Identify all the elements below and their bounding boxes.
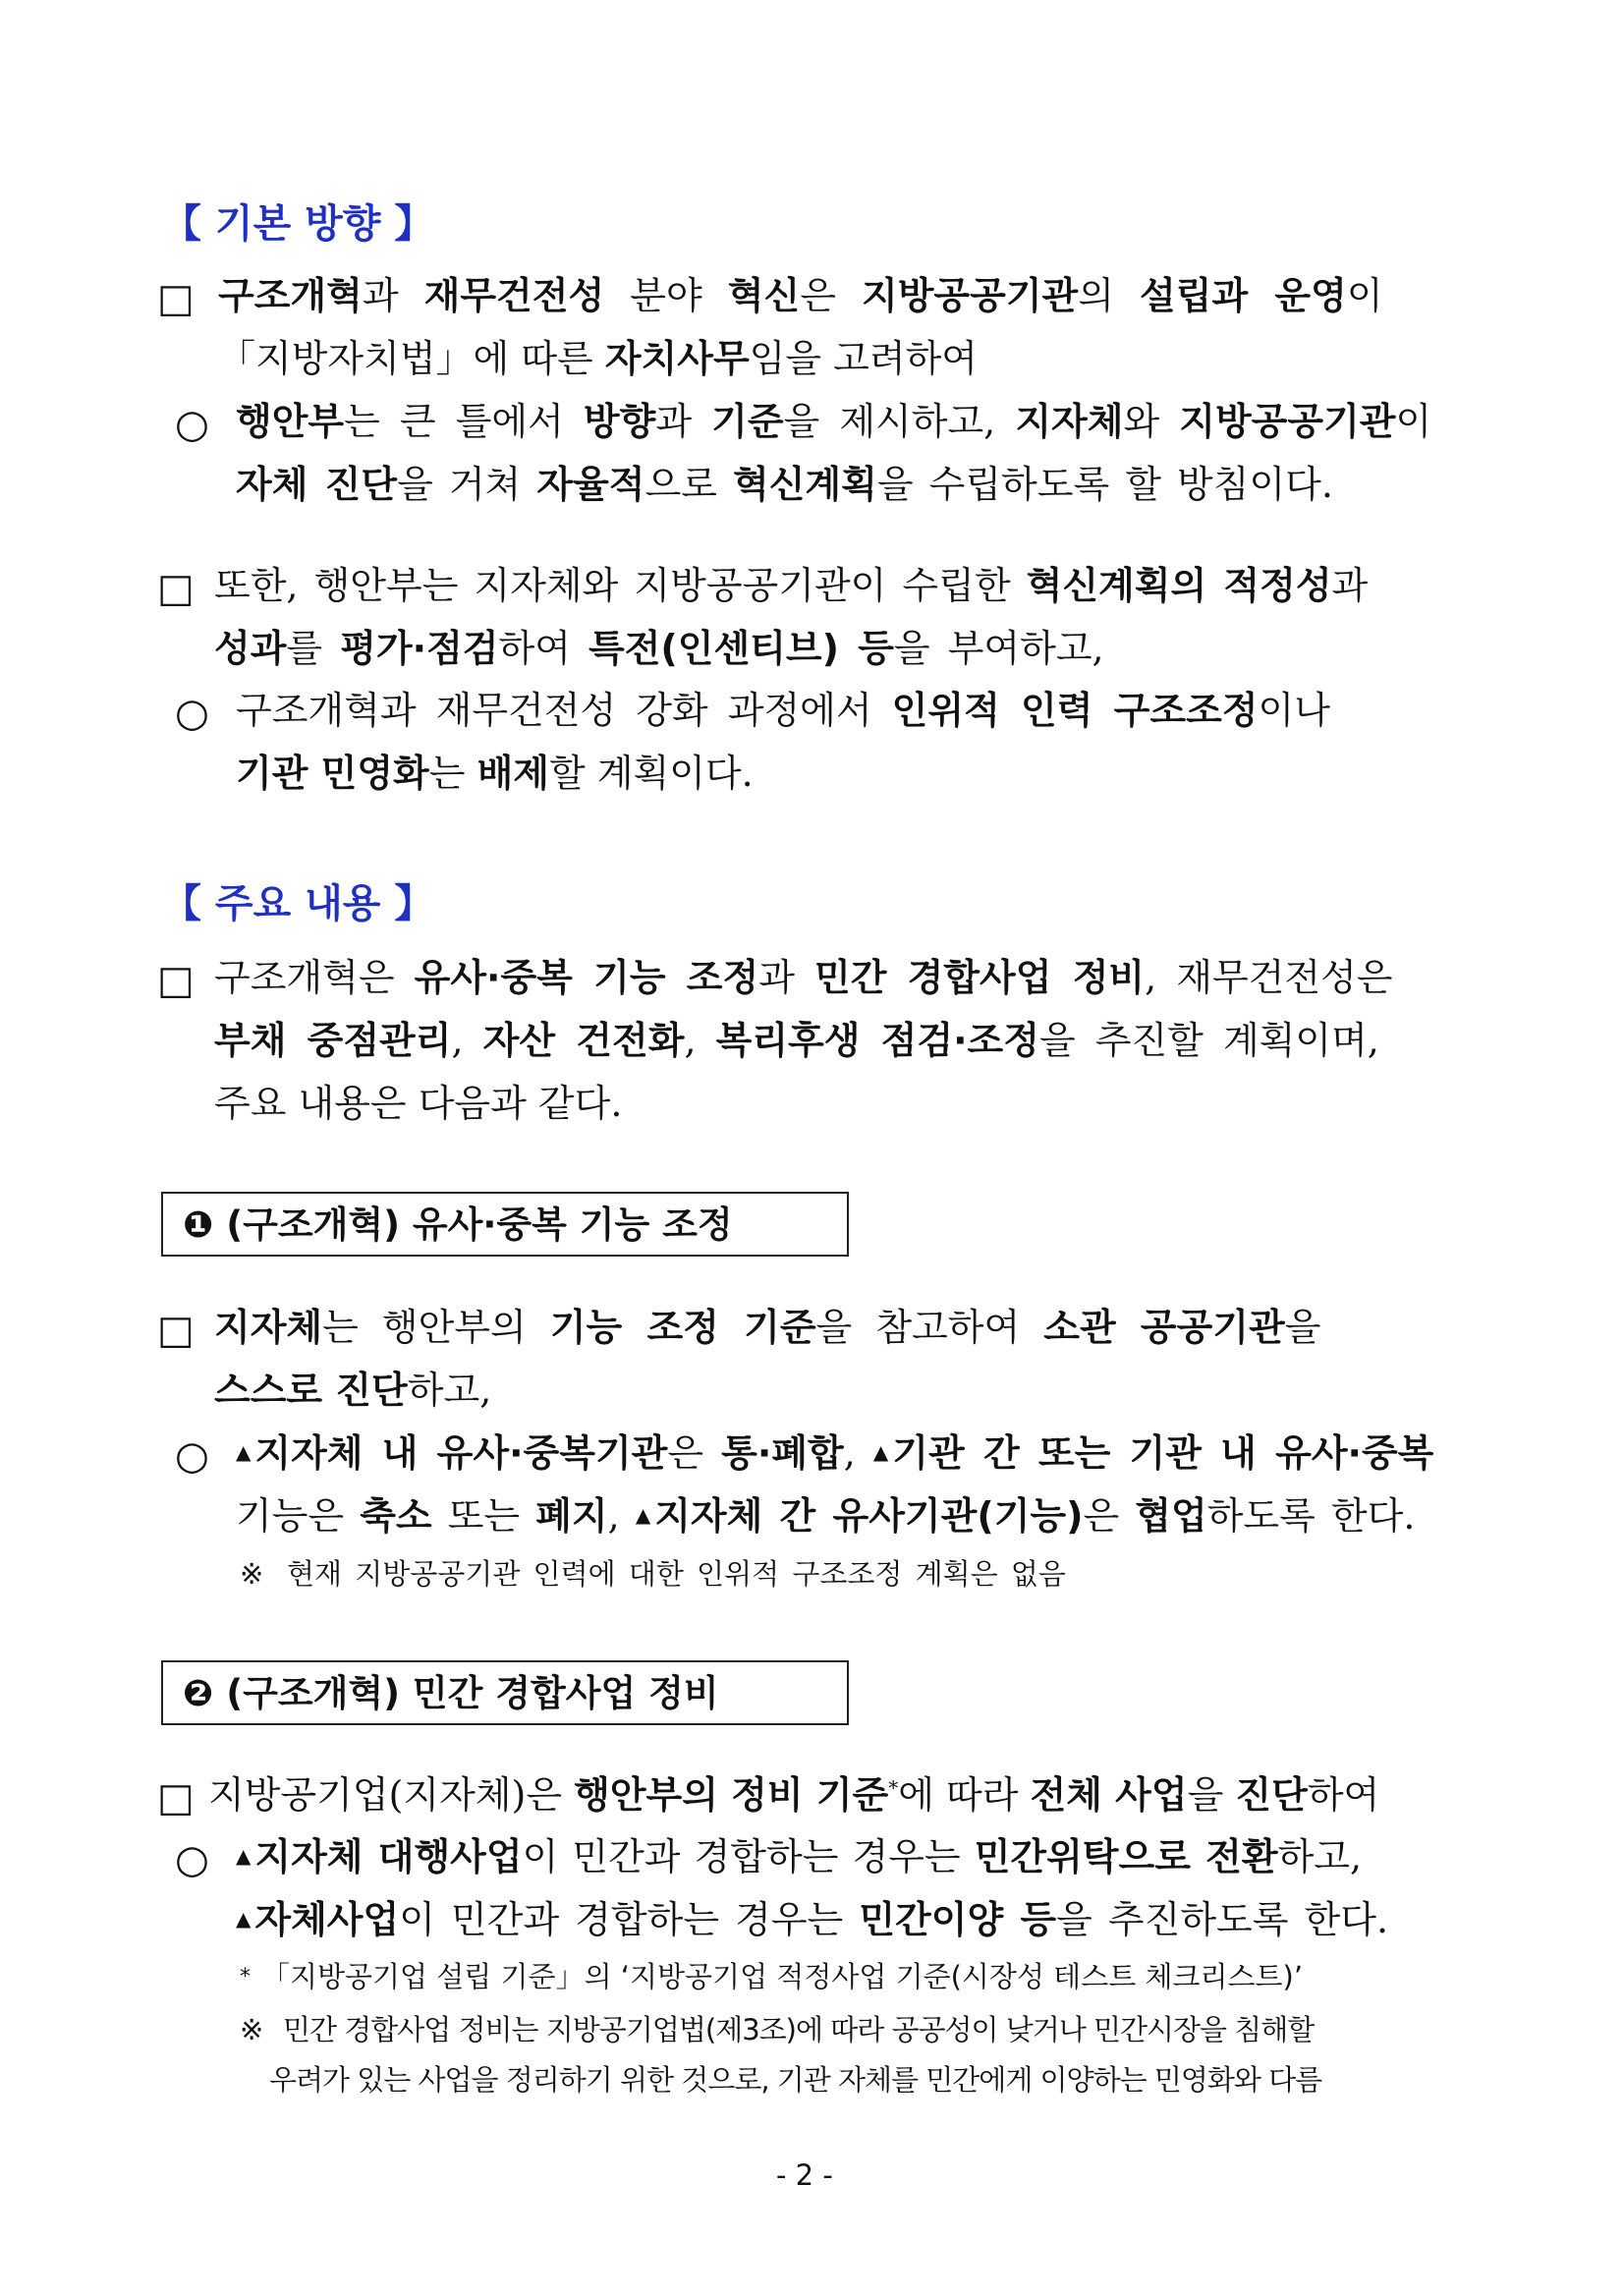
triangle-bullet-icon: ▲ xyxy=(635,1503,651,1527)
s2-sub-line-1: ▲ 지자체 대행사업이 민간과 경합하는 경우는 민간위탁으로 전환하고, xyxy=(236,1835,1363,1878)
circle-bullet: ○ xyxy=(175,1837,209,1882)
triangle-bullet-icon: ▲ xyxy=(236,1844,252,1868)
basic-sub-1-line-1: 행안부는 큰 틀에서 방향과 기준을 제시하고, 지자체와 지방공공기관이 xyxy=(236,400,1432,443)
s2-paragraph-line-1: 지방공기업(지자체)은 행안부의 정비 기준*에 따라 전체 사업을 진단하여 xyxy=(208,1773,1380,1817)
basic-sub-1-line-2: 자체 진단을 거쳐 자율적으로 혁신계획을 수립하도록 할 방침이다. xyxy=(236,463,1333,506)
subsection-box-1 xyxy=(161,1192,849,1257)
square-bullet: □ xyxy=(157,1775,195,1820)
subsection-box-2 xyxy=(161,1660,849,1725)
main-paragraph-line-3: 주요 내용은 다음과 같다. xyxy=(214,1082,623,1125)
circle-bullet: ○ xyxy=(175,402,209,447)
s2-note-line-1: 민간 경합사업 정비는 지방공기업법(제3조)에 따라 공공성이 낮거나 민간시장을 침해할 xyxy=(283,2013,1315,2046)
square-bullet: □ xyxy=(157,958,195,1003)
s2-note-reference-mark: ※ xyxy=(240,2013,264,2046)
s1-paragraph-line-1: 지자체는 행안부의 기능 조정 기준을 참고하여 소관 공공기관을 xyxy=(214,1306,1321,1349)
s1-note-reference-mark: ※ xyxy=(240,1557,264,1591)
basic-sub-2-line-1: 구조개혁과 재무건전성 강화 과정에서 인위적 인력 구조조정이나 xyxy=(236,689,1330,732)
s2-footnote: 「지방공기업 설립 기준」의 ‘지방공기업 적정사업 기준(시장성 테스트 체크리스트)’ xyxy=(261,1960,1304,1993)
triangle-bullet-icon: ▲ xyxy=(236,1440,252,1464)
s1-note: 현재 지방공공기관 인력에 대한 인위적 구조조정 계획은 없음 xyxy=(287,1557,1066,1591)
basic-paragraph-2-line-1: 또한, 행안부는 지자체와 지방공공기관이 수립한 혁신계획의 적정성과 xyxy=(214,564,1369,607)
section-heading-main-content: 【 주요 내용 】 xyxy=(162,881,434,926)
square-bullet: □ xyxy=(157,1308,195,1353)
main-paragraph-line-2: 부채 중점관리, 자산 건전화, 복리후생 점검·조정을 추진할 계획이며, xyxy=(214,1019,1379,1062)
subsection-box-1-label: ❶ (구조개혁) 유사·중복 기능 조정 xyxy=(183,1203,733,1246)
page-number: - 2 - xyxy=(776,2158,833,2192)
basic-paragraph-2-line-2: 성과를 평가·점검하여 특전(인센티브) 등을 부여하고, xyxy=(214,627,1104,670)
subsection-box-2-label: ❷ (구조개혁) 민간 경합사업 정비 xyxy=(183,1671,719,1714)
s1-sub-line-2: 기능은 축소 또는 폐지, ▲ 지자체 간 유사기관(기능)은 협업하도록 한다. xyxy=(236,1494,1416,1538)
square-bullet: □ xyxy=(157,566,195,611)
s1-paragraph-line-2: 스스로 진단하고, xyxy=(214,1369,492,1412)
main-paragraph-line-1: 구조개혁은 유사·중복 기능 조정과 민간 경합사업 정비, 재무건전성은 xyxy=(214,956,1393,999)
s2-sub-line-2: ▲ 자체사업이 민간과 경합하는 경우는 민간이양 등을 추진하도록 한다. xyxy=(236,1898,1389,1941)
s2-footnote-asterisk: * xyxy=(240,1965,251,1989)
s1-sub-line-1: ▲ 지자체 내 유사·중복기관은 통·폐합, ▲ 기관 간 또는 기관 내 유사·중복 xyxy=(236,1431,1434,1475)
section-heading-basic-direction: 【 기본 방향 】 xyxy=(162,201,434,247)
s2-note-line-2: 우려가 있는 사업을 정리하기 위한 것으로, 기관 자체를 민간에게 이양하는 민영화와 다름 xyxy=(269,2063,1322,2097)
basic-paragraph-1-line-1: 구조개혁과 재무건전성 분야 혁신은 지방공공기관의 설립과 운영이 xyxy=(218,274,1383,317)
circle-bullet: ○ xyxy=(175,691,209,736)
circle-bullet: ○ xyxy=(175,1433,209,1479)
square-bullet: □ xyxy=(157,276,195,321)
triangle-bullet-icon: ▲ xyxy=(236,1907,252,1931)
triangle-bullet-icon: ▲ xyxy=(872,1440,889,1464)
basic-paragraph-1-line-2: 「지방자치법」에 따른 자치사무임을 고려하여 xyxy=(218,337,978,380)
basic-sub-2-line-2: 기관 민영화는 배제할 계획이다. xyxy=(236,752,754,795)
